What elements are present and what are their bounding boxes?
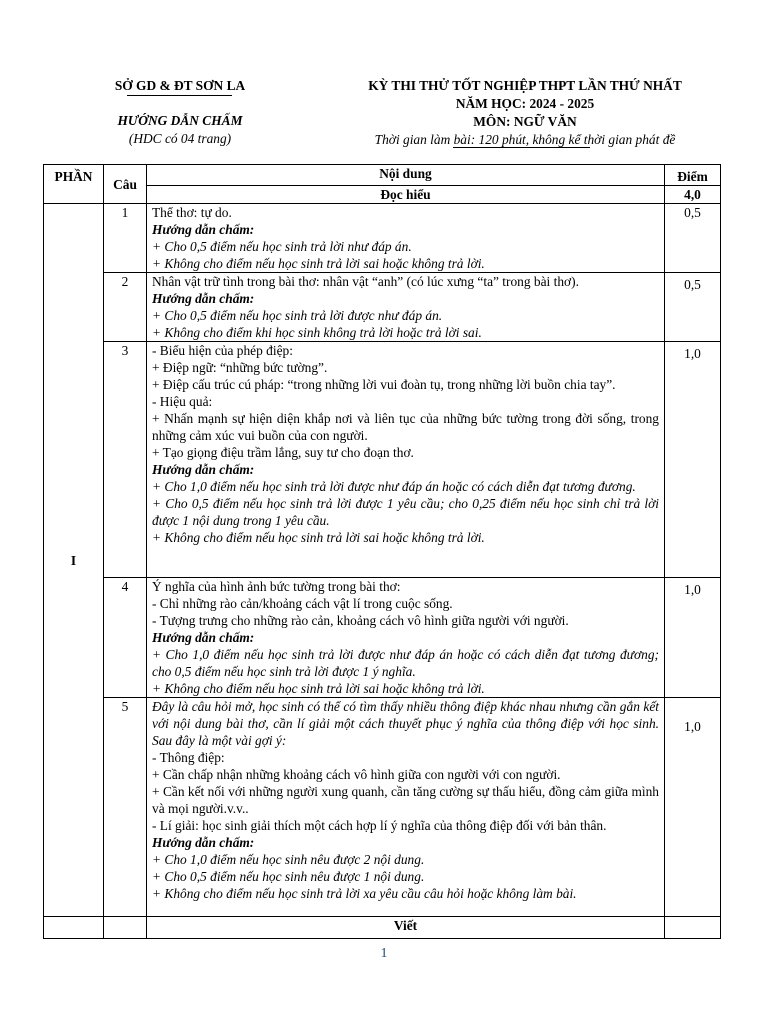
guide-label: Hướng dẫn chấm: [152,222,255,237]
guide-line: + Cho 1,0 điểm nếu học sinh nêu được 2 nội dung. [152,852,425,867]
question-row [44,698,721,917]
answer-line: + Điệp cấu trúc cú pháp: “trong những lời vui đoàn tụ, trong những lời buồn chia tay”. [152,377,616,392]
answer-line: - Tượng trưng cho những rào cản, khoảng cách vô hình giữa người với người. [152,613,569,628]
empty-cell [44,917,104,939]
org-name: SỞ GD & ĐT SƠN LA [114,78,246,93]
question-content [147,342,665,578]
intro-text: Đây là câu hỏi mở, học sinh có thể có tìm thấy nhiều thông điệp khác nhau nhưng cần gắn kết với nội dung bài thơ, cần lí giải một cách thuyết phục ý nghĩa của thông điệp với học sinh. Sau đây là một vài gợi ý: [152,699,659,748]
answer-line: - Biểu hiện của phép điệp: [152,343,293,358]
question-row [44,578,721,698]
question-score: 0,5 [665,273,721,342]
guide-label: Hướng dẫn chấm: [152,462,255,477]
answer-line: Ý nghĩa của hình ảnh bức tường trong bài thơ: [152,579,401,594]
guide-line: + Cho 0,5 điểm nếu học sinh trả lời được như đáp án. [152,308,443,323]
guide-line: + Cho 0,5 điểm nếu học sinh nêu được 1 nội dung. [152,869,425,884]
question-content [147,578,665,698]
guide-line: + Cho 1,0 điểm nếu học sinh trả lời được như đáp án hoặc có cách diễn đạt tương đương. [152,479,636,494]
question-content [147,698,665,917]
pages-note: (HDC có 04 trang) [128,131,232,146]
answer-line: Nhân vật trữ tình trong bài thơ: nhân vật “anh” (có lúc xưng “ta” trong bài thơ). [152,274,579,289]
section-writing-row [44,917,721,939]
answer-line: - Chỉ những rào cản/khoảng cách vật lí trong cuộc sống. [152,596,453,611]
header-left [70,77,290,148]
grading-table [43,164,721,939]
answer-line: + Điệp ngữ: “những bức tường”. [152,360,328,375]
question-score: 1,0 [665,342,721,578]
col-part-header: PHẦN [44,165,104,204]
question-row [44,273,721,342]
question-content [147,204,665,273]
question-row [44,204,721,273]
empty-cell [104,917,147,939]
question-score: 1,0 [665,578,721,698]
answer-line: + Nhấn mạnh sự hiện diện khắp nơi và liên tục của những bức tường trong đời sống, trong những cảm xúc vui buồn của con người. [152,411,659,443]
answer-line: - Hiệu quả: [152,394,213,409]
guide-line: + Không cho điểm nếu học sinh trả lời sai hoặc không trả lời. [152,681,485,696]
section-reading-score: 4,0 [665,186,721,204]
question-number: 3 [104,342,147,578]
guide-label: Hướng dẫn chấm: [152,835,255,850]
question-content [147,273,665,342]
question-number: 1 [104,204,147,273]
answer-line: + Cần kết nối với những người xung quanh, cần tăng cường sự thấu hiểu, đồng cảm giữa mình và mọi người.v.v.. [152,784,659,816]
guide-line: + Không cho điểm nếu học sinh trả lời sai hoặc không trả lời. [152,530,485,545]
guide-line: + Cho 0,5 điểm nếu học sinh trả lời như đáp án. [152,239,412,254]
header-right [330,77,720,149]
empty-cell [665,917,721,939]
answer-line: - Lí giải: học sinh giải thích một cách hợp lí ý nghĩa của thông điệp đối với bản thân. [152,818,607,833]
guide-line: + Cho 1,0 điểm nếu học sinh trả lời được như đáp án hoặc có cách diễn đạt tương đương; cho 0,5 điểm nếu học sinh trả lời được 1 ý nghĩa. [152,647,659,679]
exam-title: KỲ THI THỬ TỐT NGHIỆP THPT LẦN THỨ NHẤT [368,78,682,93]
guide-line: + Không cho điểm nếu học sinh trả lời sai hoặc không trả lời. [152,256,485,271]
col-content-header: Nội dung [147,165,665,186]
guide-label: Hướng dẫn chấm: [152,630,255,645]
col-score-header: Điểm [665,165,721,186]
guide-line: + Không cho điểm khi học sinh không trả lời hoặc trả lời sai. [152,325,482,340]
exam-time: Thời gian làm bài: 120 phút, không kể thời gian phát đề [374,132,676,147]
question-number: 2 [104,273,147,342]
answer-line: Thể thơ: tự do. [152,205,232,220]
question-row [44,342,721,578]
table-header-row [44,165,721,186]
guide-line: + Không cho điểm nếu học sinh trả lời xa yêu cầu câu hỏi hoặc không làm bài. [152,886,577,901]
page-number: 1 [380,946,388,961]
section-writing-title: Viết [147,917,665,939]
question-number: 4 [104,578,147,698]
question-score: 1,0 [665,698,721,917]
header-rule-left [127,95,232,96]
question-score: 0,5 [665,204,721,273]
col-question-header: Câu [104,165,147,204]
answer-line: + Cần chấp nhận những khoảng cách vô hình giữa con người với con người. [152,767,561,782]
school-year: NĂM HỌC: 2024 - 2025 [455,96,595,111]
subject: MÔN: NGỮ VĂN [473,114,577,129]
header-rule-right [453,147,590,148]
answer-line: + Tạo giọng điệu trầm lắng, suy tư cho đoạn thơ. [152,445,414,460]
doc-type: HƯỚNG DẪN CHẤM [117,113,243,128]
answer-line: - Thông điệp: [152,750,225,765]
guide-line: + Cho 0,5 điểm nếu học sinh trả lời được 1 yêu cầu; cho 0,25 điểm nếu học sinh chỉ trả lời được 1 nội dung trong 1 yêu cầu. [152,496,659,528]
part-label: I [44,204,104,917]
guide-label: Hướng dẫn chấm: [152,291,255,306]
section-reading-title: Đọc hiểu [147,186,665,204]
question-number: 5 [104,698,147,917]
